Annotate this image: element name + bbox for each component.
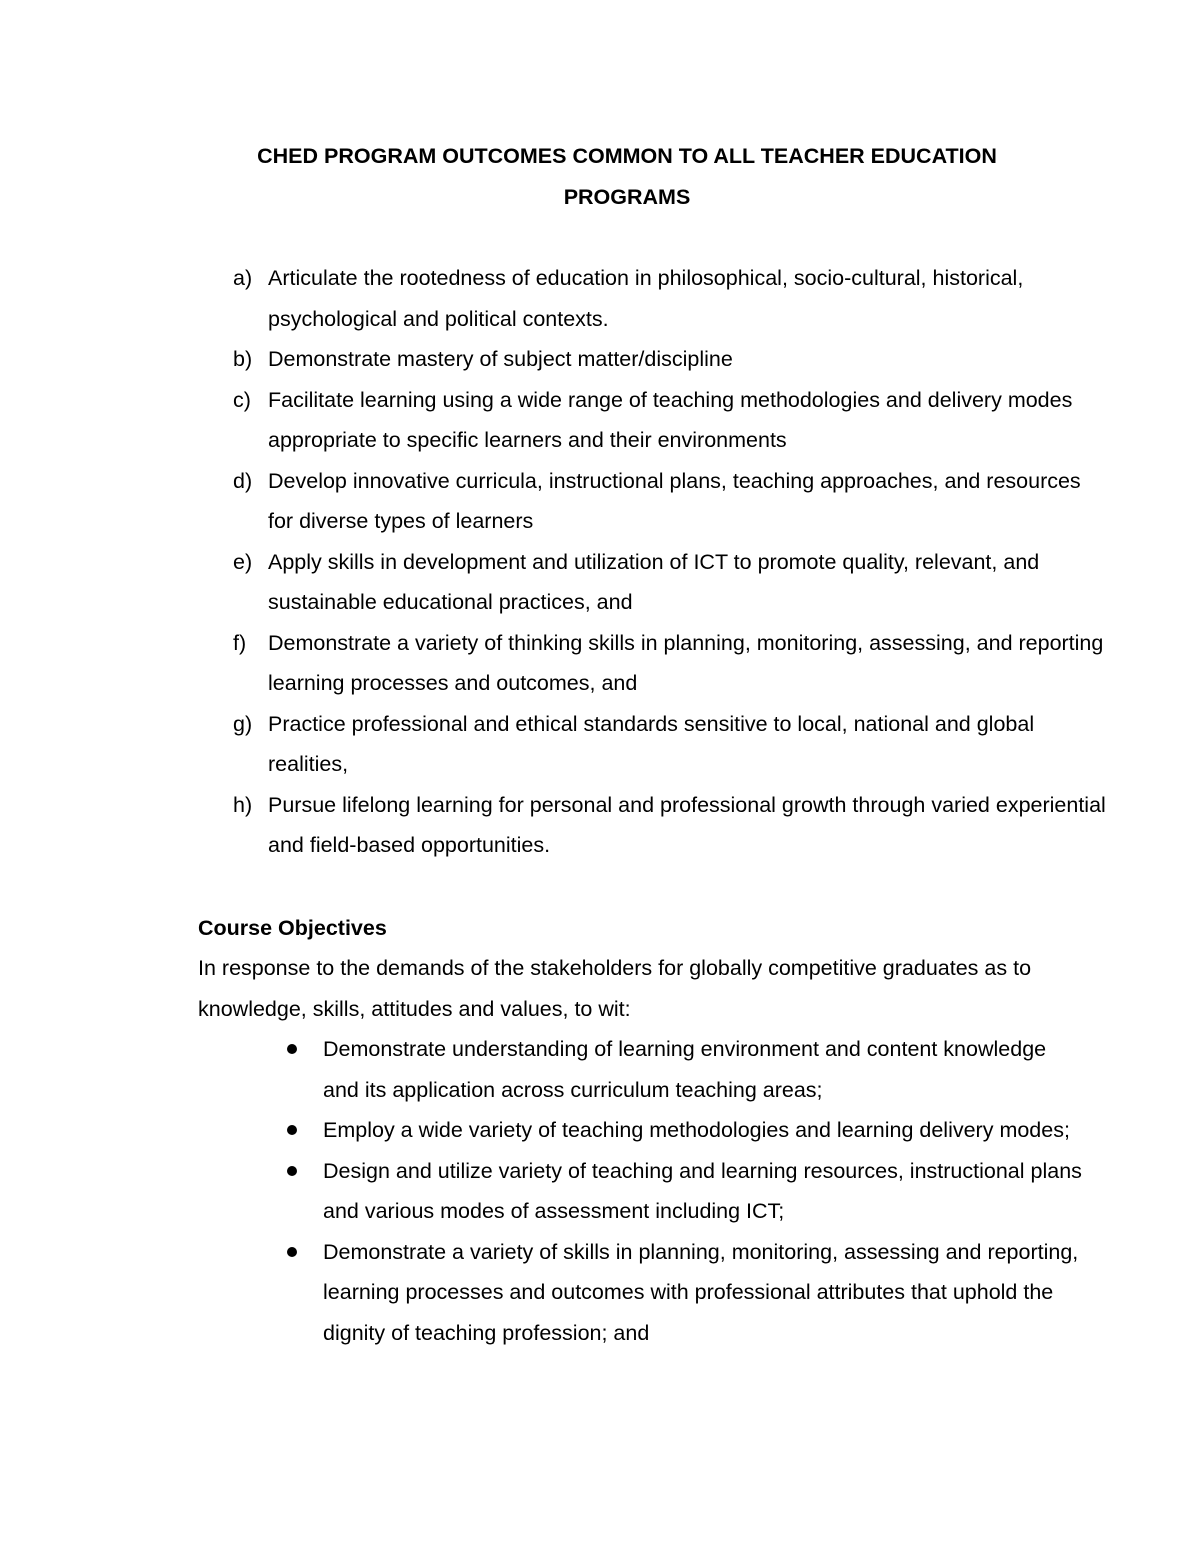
outcome-text: Demonstrate mastery of subject matter/discipline [268,347,733,371]
document-title [150,136,1104,217]
course-objectives-heading: Course Objectives [198,916,387,940]
course-objectives-intro: In response to the demands of the stakeholders for globally competitive graduates as to knowledge, skills, attitudes and values, to wit: [198,956,1032,1021]
outcome-text: Facilitate learning using a wide range of teaching methodologies and delivery modes appropriate to specific learners and their environments [268,387,1073,452]
outcome-text: Apply skills in development and utilization of ICT to promote quality, relevant, and sustainable educational practices, and [268,549,1040,614]
bullet-icon [287,1044,297,1054]
outcome-marker: a) [233,266,253,290]
outcome-marker: f) [233,630,247,655]
objective-text: Design and utilize variety of teaching and learning resources, instructional plans and various modes of assessment including ICT; [323,1158,1082,1223]
outcome-item [228,542,1108,623]
title-line-1: CHED PROGRAM OUTCOMES COMMON TO ALL TEACHER EDUCATION [257,144,997,168]
outcome-item [228,623,1108,704]
outcome-marker: b) [233,347,253,371]
bullet-icon [287,1125,297,1135]
title-line-2: PROGRAMS [563,184,691,209]
outcome-marker: e) [233,549,253,574]
program-outcomes-list [228,258,1108,866]
outcome-text: Practice professional and ethical standards sensitive to local, national and global realities, [268,711,1035,776]
outcome-item [228,461,1108,542]
objective-item [284,1029,1084,1110]
objective-text: Demonstrate understanding of learning environment and content knowledge and its application across curriculum teaching areas; [323,1037,1047,1102]
course-objectives-list [284,1029,1084,1353]
objective-text: Employ a wide variety of teaching methodologies and learning delivery modes; [323,1118,1070,1142]
outcome-text: Pursue lifelong learning for personal and professional growth through varied experiential and field-based opportunities. [268,792,1106,857]
outcome-item [228,704,1108,785]
bullet-icon [287,1166,297,1176]
outcome-marker: h) [233,792,253,817]
outcome-text: Articulate the rootedness of education in philosophical, socio-cultural, historical, psychological and political contexts. [268,266,1024,331]
outcome-item [228,785,1108,866]
outcome-item [228,339,1108,380]
outcome-text: Demonstrate a variety of thinking skills in planning, monitoring, assessing, and reporting learning processes and outcomes, and [268,630,1104,695]
outcome-marker: g) [233,711,253,736]
objective-item [284,1110,1084,1151]
outcome-item [228,380,1108,461]
outcome-marker: d) [233,468,253,493]
objective-text: Demonstrate a variety of skills in planning, monitoring, assessing and reporting, learning processes and outcomes with professional attributes that uphold the dignity of teaching profession; and [323,1239,1079,1345]
outcome-marker: c) [233,387,251,412]
objective-item [284,1151,1084,1232]
outcome-text: Develop innovative curricula, instructional plans, teaching approaches, and resources for diverse types of learners [268,468,1081,533]
bullet-icon [287,1247,297,1257]
objective-item [284,1232,1084,1354]
outcome-item [228,258,1108,339]
